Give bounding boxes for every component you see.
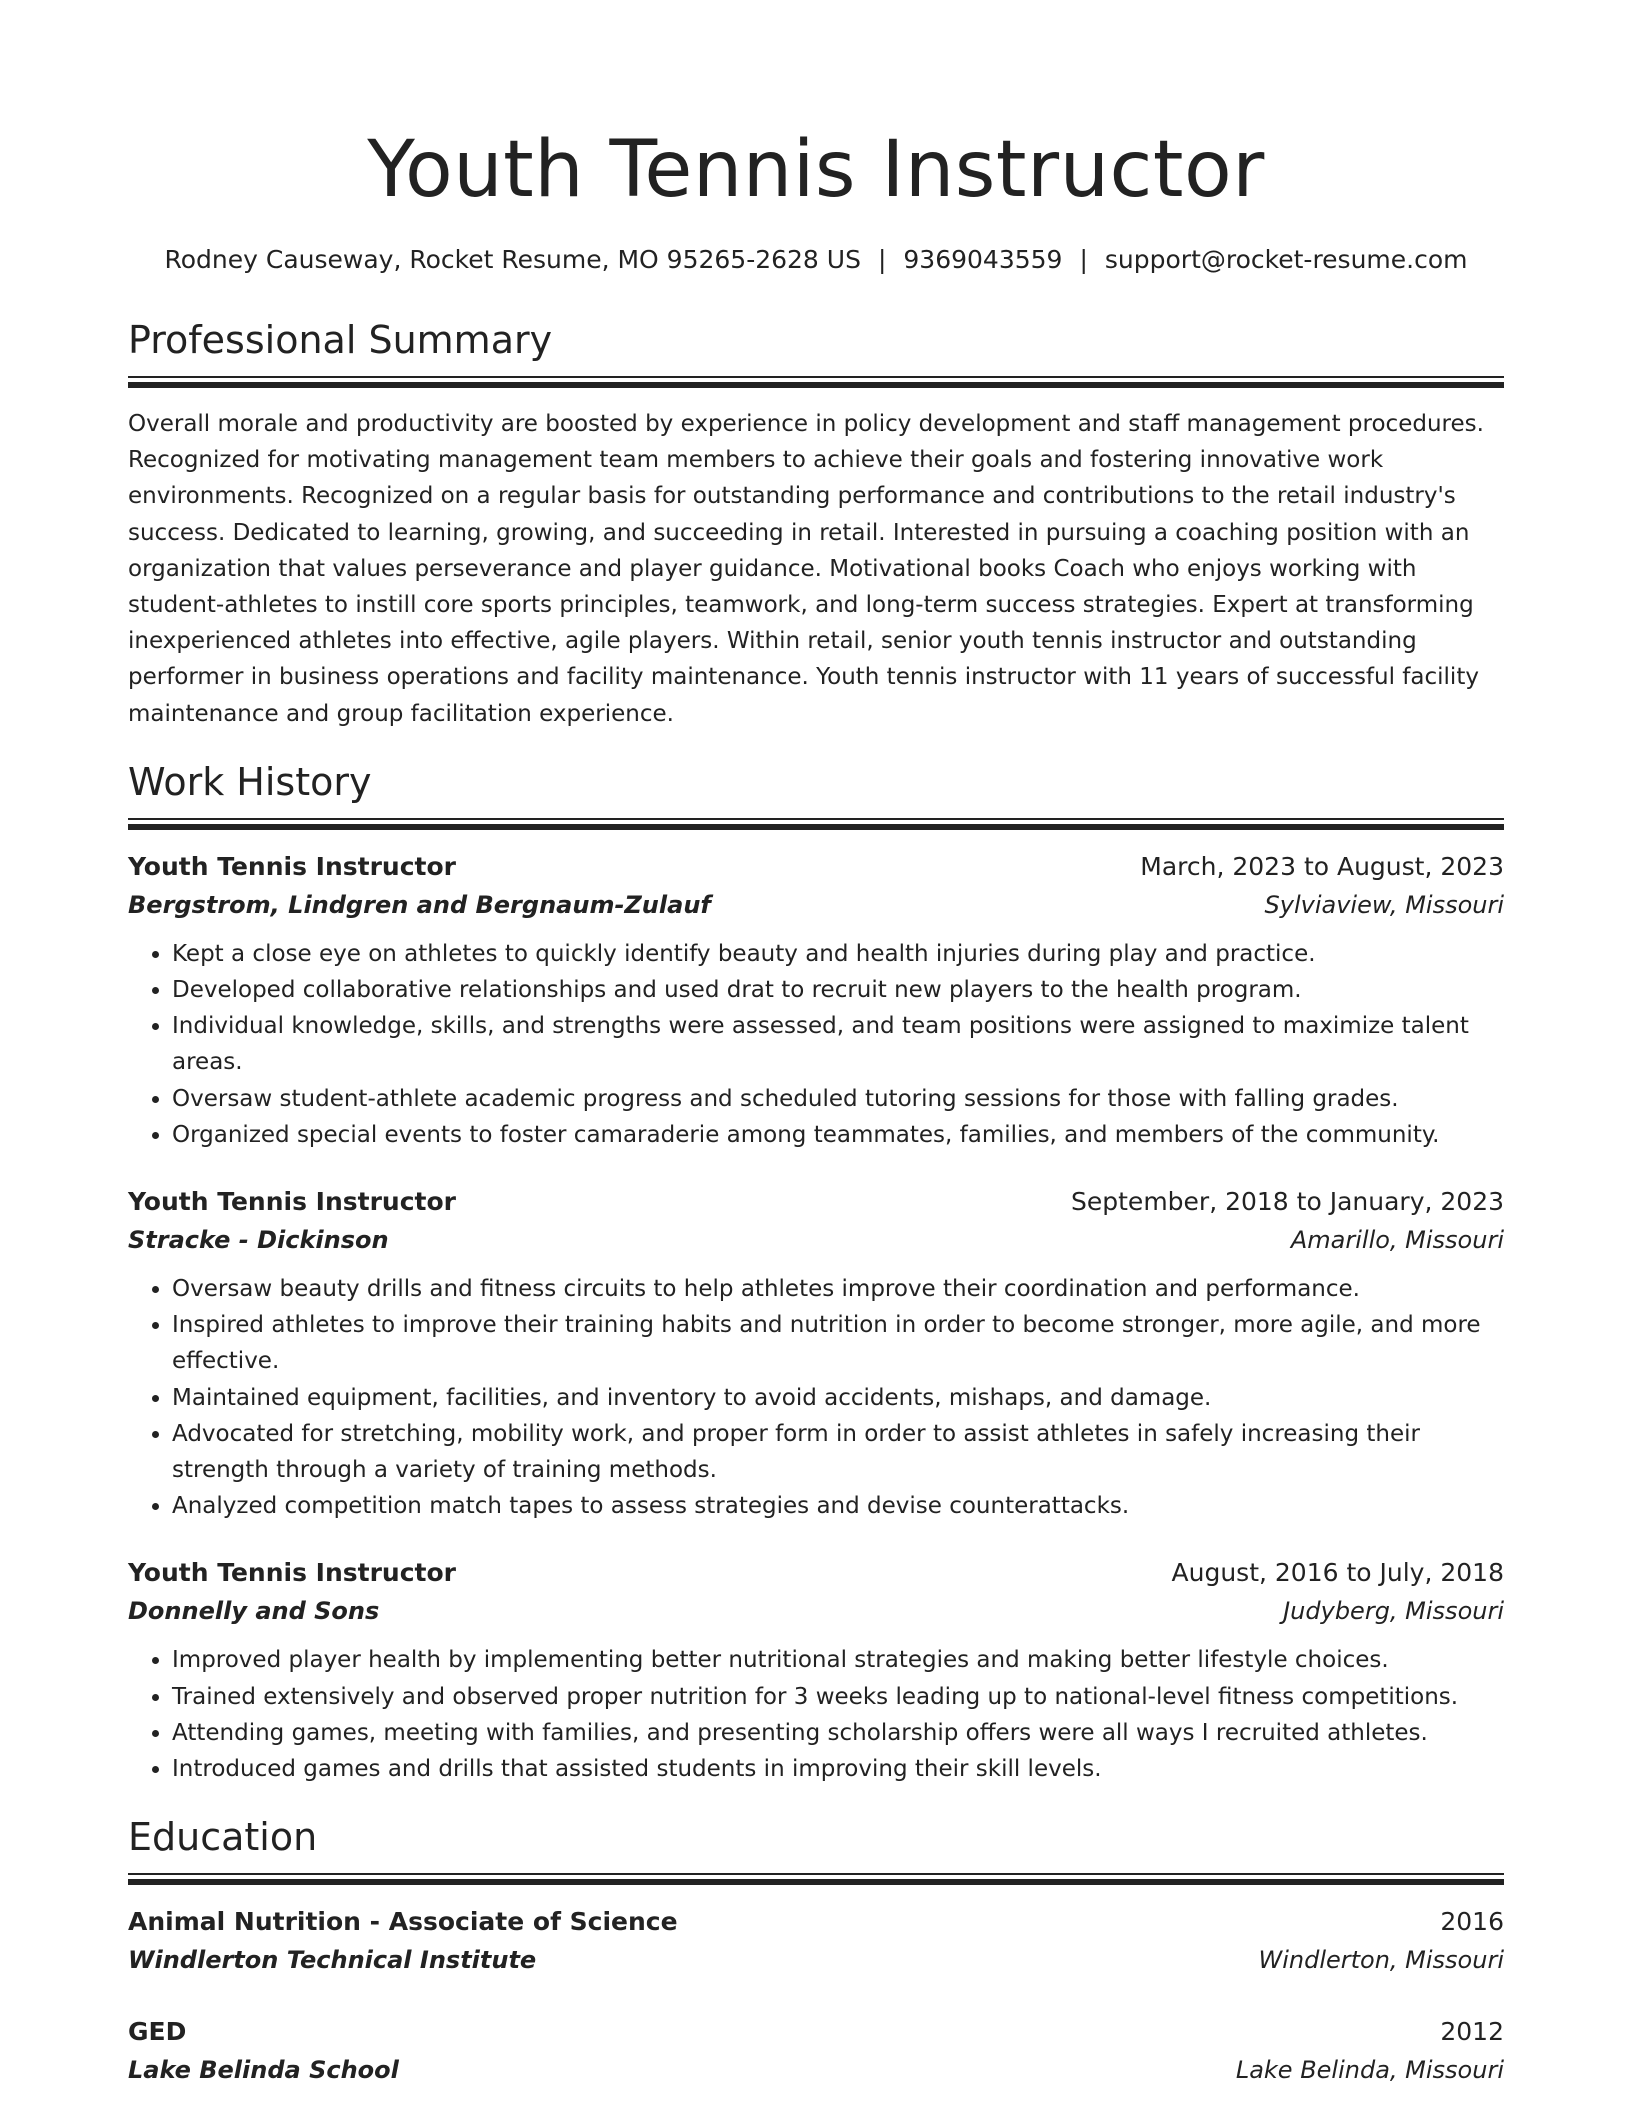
education-location: Lake Belinda, Missouri <box>1235 2056 1504 2085</box>
education-subheader <box>128 2051 1504 2089</box>
list-item: • Developed collaborative relationships and used drat to recruit new players to the health program. <box>172 972 1504 1008</box>
job-dates: September, 2018 to January, 2023 <box>1071 1187 1504 1217</box>
list-item: • Advocated for stretching, mobility work, and proper form in order to assist athletes in safely increasing their strength through a variety of training methods. <box>172 1416 1504 1488</box>
education-year: 2012 <box>1440 2017 1504 2047</box>
job-role: Youth Tennis Instructor <box>128 1187 457 1217</box>
job-location: Judyberg, Missouri <box>1283 1597 1504 1626</box>
list-item: • Organized special events to foster camaraderie among teammates, families, and members of the community. <box>172 1117 1504 1153</box>
job-company: Donnelly and Sons <box>128 1597 380 1626</box>
list-item: • Attending games, meeting with families, and presenting scholarship offers were all ways I recruited athletes. <box>172 1715 1504 1751</box>
job-dates: August, 2016 to July, 2018 <box>1171 1558 1504 1588</box>
summary-text: Overall morale and productivity are boosted by experience in policy development and staff management procedures. Recognized for motivating management team members to achieve their goals and fostering innovative work environments. Recognized on a regular basis for outstanding performance and contributions to the retail industry's success. Dedicated to learning, growing, and succeeding in retail. Interested in pursuing a coaching position with an organization that values perseverance and player guidance. Motivational books Coach who enjoys working with student-athletes to instill core sports principles, teamwork, and long-term success strategies. Expert at transforming inexperienced athletes into effective, agile players. Within retail, senior youth tennis instructor and outstanding performer in business operations and facility maintenance. Youth tennis instructor with 11 years of successful facility maintenance and group facilitation experience. <box>128 411 1484 727</box>
job-header <box>128 848 1504 886</box>
job-header <box>128 1183 1504 1221</box>
contact-line <box>128 242 1504 278</box>
education-entry <box>128 2013 1504 2089</box>
section-divider <box>128 818 1504 820</box>
education-subheader <box>128 1941 1504 1979</box>
section-divider <box>128 824 1504 830</box>
section-divider <box>128 1873 1504 1875</box>
section-divider <box>128 376 1504 378</box>
job-subheader <box>128 1592 1504 1630</box>
job-entry <box>128 1183 1504 1524</box>
list-item: • Introduced games and drills that assisted students in improving their skill levels. <box>172 1751 1504 1787</box>
job-dates: March, 2023 to August, 2023 <box>1140 851 1504 881</box>
contact-separator: | <box>1079 245 1088 274</box>
section-divider <box>128 1879 1504 1885</box>
contact-address: Rodney Causeway, Rocket Resume, MO 95265-2628 US <box>164 245 861 274</box>
education-location: Windlerton, Missouri <box>1258 1946 1504 1975</box>
list-item: • Improved player health by implementing better nutritional strategies and making better lifestyle choices. <box>172 1642 1504 1678</box>
list-item: • Inspired athletes to improve their training habits and nutrition in order to become stronger, more agile, and more effective. <box>172 1307 1504 1379</box>
section-divider <box>128 382 1504 388</box>
education-header <box>128 2013 1504 2051</box>
job-role: Youth Tennis Instructor <box>128 1558 457 1588</box>
resume-title: Youth Tennis Instructor <box>367 125 1265 215</box>
contact-email: support@rocket-resume.com <box>1104 245 1468 274</box>
list-item: • Trained extensively and observed proper nutrition for 3 weeks leading up to national-level fitness competitions. <box>172 1679 1504 1715</box>
list-item: • Maintained equipment, facilities, and inventory to avoid accidents, mishaps, and damage. <box>172 1380 1504 1416</box>
section-title-summary: Professional Summary <box>128 318 553 362</box>
contact-separator: | <box>877 245 887 274</box>
job-bullets <box>128 1642 1504 1787</box>
job-entry <box>128 1554 1504 1787</box>
education-header <box>128 1903 1504 1941</box>
education-year: 2016 <box>1440 1907 1504 1937</box>
job-bullets <box>128 936 1504 1153</box>
job-location: Amarillo, Missouri <box>1290 1226 1504 1255</box>
section-title-education: Education <box>128 1815 318 1860</box>
list-item: • Oversaw beauty drills and fitness circuits to help athletes improve their coordination and performance. <box>172 1271 1504 1307</box>
list-item: • Oversaw student-athlete academic progress and scheduled tutoring sessions for those with falling grades. <box>172 1081 1504 1117</box>
job-entry <box>128 848 1504 1153</box>
job-location: Sylviaview, Missouri <box>1264 890 1504 919</box>
education-school: Windlerton Technical Institute <box>128 1946 537 1975</box>
job-company: Stracke - Dickinson <box>128 1226 389 1255</box>
job-subheader <box>128 1221 1504 1259</box>
job-company: Bergstrom, Lindgren and Bergnaum-Zulauf <box>128 890 711 919</box>
job-role: Youth Tennis Instructor <box>128 851 457 881</box>
job-header <box>128 1554 1504 1592</box>
job-bullets <box>128 1271 1504 1524</box>
job-subheader <box>128 886 1504 924</box>
education-entry <box>128 1903 1504 1979</box>
section-title-work-history: Work History <box>128 759 372 804</box>
list-item: • Analyzed competition match tapes to assess strategies and devise counterattacks. <box>172 1488 1504 1524</box>
contact-phone: 9369043559 <box>903 245 1063 274</box>
list-item: • Kept a close eye on athletes to quickly identify beauty and health injuries during play and practice. <box>172 936 1504 972</box>
list-item: • Individual knowledge, skills, and strengths were assessed, and team positions were assigned to maximize talent areas. <box>172 1008 1504 1080</box>
education-degree: Animal Nutrition - Associate of Science <box>128 1907 678 1937</box>
education-degree: GED <box>128 2017 187 2047</box>
education-school: Lake Belinda School <box>128 2056 399 2085</box>
